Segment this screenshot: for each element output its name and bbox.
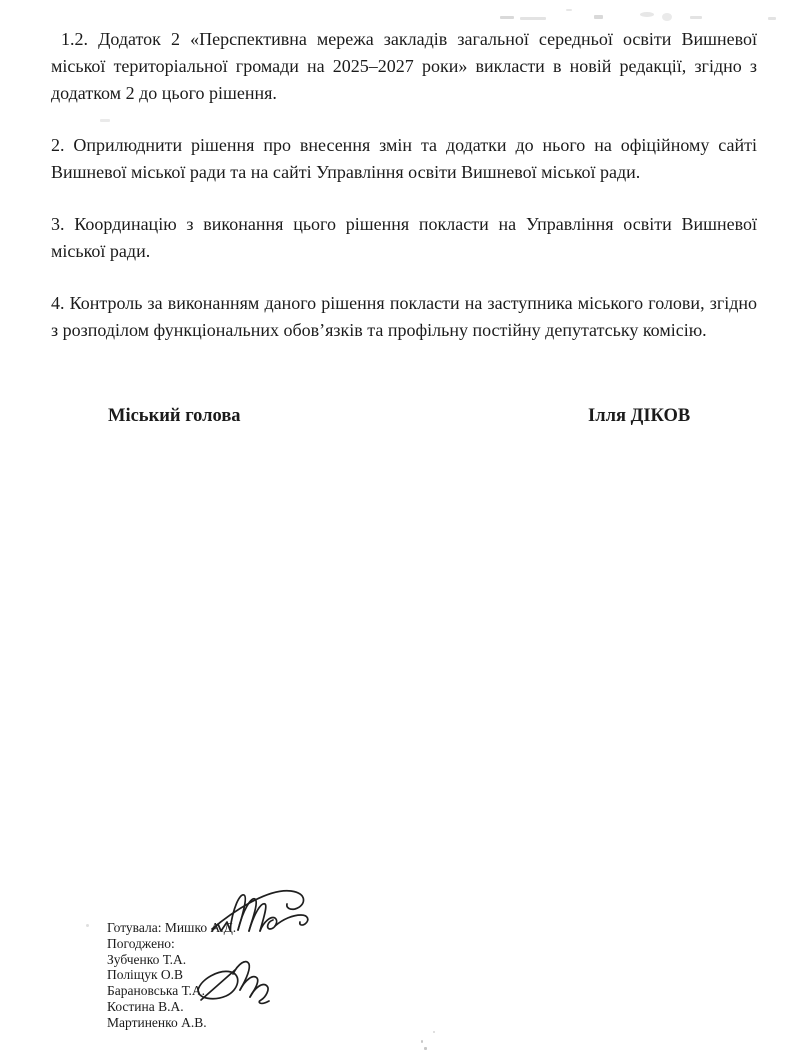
agreed-label: Погоджено:: [107, 935, 175, 951]
approver-name: Мартиненко А.В.: [107, 1014, 207, 1030]
approval-block: [107, 920, 236, 1031]
signatory-row: [0, 406, 800, 433]
paragraph-1-2: 1.2. Додаток 2 «Перспективна мережа закладів загальної середньої освіти Вишневої міської територіальної громади на 2025–2027 роки» викласти в новій редакції, згідно з додатком 2 до цього рішення.: [51, 29, 757, 103]
signatory-title: Міський голова: [108, 406, 241, 426]
approver-name: Зубченко Т.А.: [107, 951, 187, 967]
approver-name: Костина В.А.: [107, 998, 184, 1014]
paragraph-4: 4. Контроль за виконанням даного рішення покласти на заступника міського голови, згідно з розподілом функціональних обов’язків та профільну постійну депутатську комісію.: [51, 293, 757, 340]
paragraph-3: 3. Координацію з виконання цього рішення покласти на Управління освіти Вишневої міської ради.: [51, 214, 757, 261]
signatory-name: Ілля ДІКОВ: [588, 406, 691, 426]
document-body: [51, 26, 757, 369]
approver-name: Барановська Т.А.: [107, 983, 206, 999]
approver-name: Поліщук О.В: [107, 967, 184, 983]
prepared-by-line: Готувала: Мишко А.Д.: [107, 920, 237, 935]
paragraph-2: 2. Оприлюднити рішення про внесення змін та додатки до нього на офіційному сайті Вишневої міської ради та на сайті Управління освіти Вишневої міської ради.: [51, 135, 757, 182]
